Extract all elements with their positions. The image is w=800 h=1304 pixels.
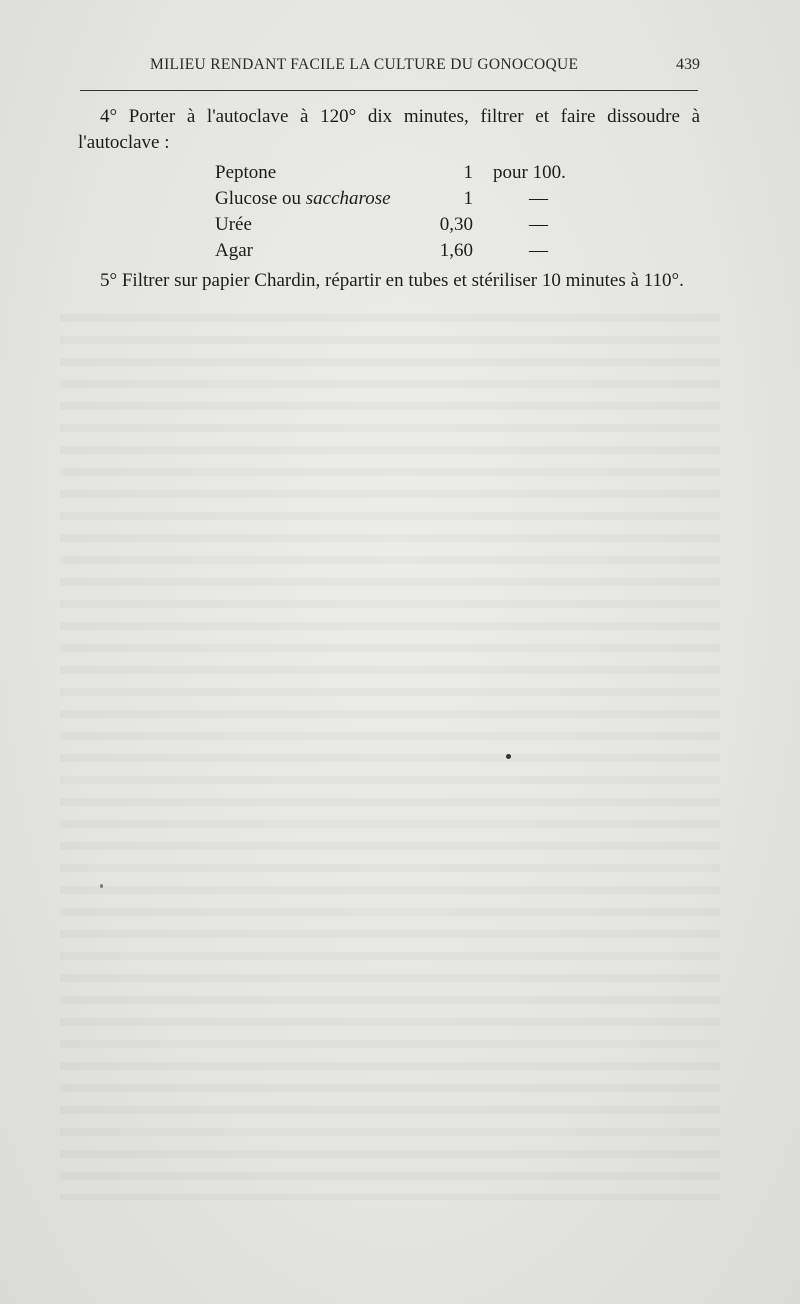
running-title: MILIEU RENDANT FACILE LA CULTURE DU GONOCOQUE bbox=[150, 56, 579, 73]
unit-cell: — bbox=[529, 188, 548, 209]
paragraph-step-5: 5° Filtrer sur papier Chardin, répartir en tubes et stériliser 10 minutes à 110°. bbox=[100, 270, 684, 291]
unit-cell: — bbox=[529, 240, 548, 261]
unit-cell: pour 100. bbox=[493, 162, 566, 183]
quantity-cell: 1 bbox=[463, 162, 473, 183]
header-rule bbox=[80, 90, 698, 91]
page-number: 439 bbox=[676, 56, 700, 73]
recipe-row bbox=[215, 212, 639, 238]
quantity-cell: 1,60 bbox=[439, 240, 473, 261]
ingredient-name: Peptone bbox=[215, 162, 277, 183]
recipe-table bbox=[215, 160, 639, 264]
quantity-cell: 1 bbox=[463, 188, 473, 209]
ingredient-name: Glucose ou bbox=[215, 188, 306, 209]
show-through-text bbox=[60, 300, 720, 1200]
recipe-row bbox=[215, 160, 639, 186]
ingredient-name-italic: saccharose bbox=[305, 188, 391, 209]
recipe-row bbox=[215, 238, 639, 264]
ingredient-cell bbox=[215, 212, 415, 238]
ingredient-name: Urée bbox=[215, 214, 252, 235]
unit-cell: — bbox=[529, 214, 548, 235]
ingredient-cell bbox=[215, 186, 415, 212]
page-header bbox=[80, 56, 700, 82]
ingredient-cell bbox=[215, 160, 415, 186]
paragraph-step-4: 4° Porter à l'autoclave à 120° dix minutes, filtrer et faire dissoudre à l'autoclave : bbox=[78, 106, 700, 153]
quantity-cell: 0,30 bbox=[439, 214, 473, 235]
ingredient-cell bbox=[215, 238, 415, 264]
paper-speck bbox=[100, 884, 103, 888]
paper-speck bbox=[506, 754, 511, 759]
ingredient-name: Agar bbox=[215, 240, 253, 261]
recipe-row bbox=[215, 186, 639, 212]
body-text bbox=[78, 104, 700, 294]
